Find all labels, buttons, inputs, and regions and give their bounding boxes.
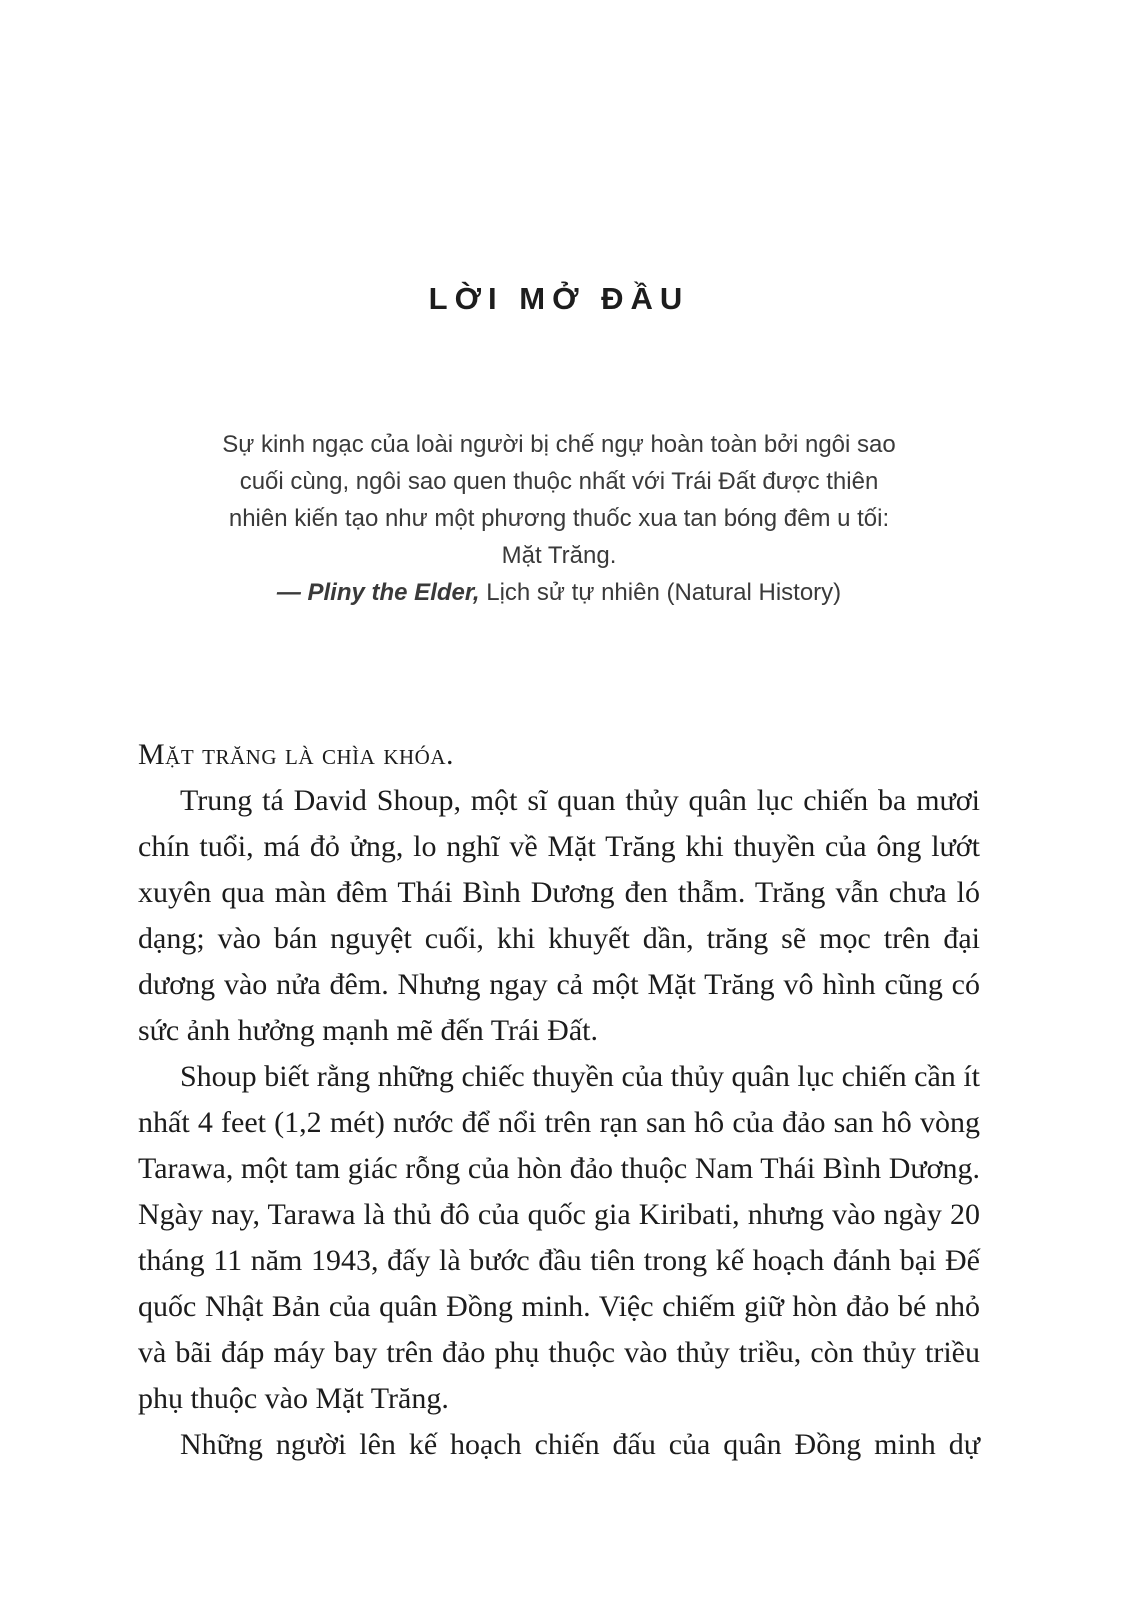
epigraph-quote-line: Sự kinh ngạc của loài người bị chế ngự hoàn toàn bởi ngôi sao bbox=[222, 431, 896, 458]
epigraph-author: — Pliny the Elder, bbox=[276, 579, 480, 606]
opening-smallcaps-phrase: Mặt trăng là chìa khóa. bbox=[138, 738, 454, 771]
epigraph-quote bbox=[138, 426, 980, 574]
epigraph-quote-line: nhiên kiến tạo như một phương thuốc xua tan bóng đêm u tối: bbox=[228, 505, 890, 532]
epigraph-attribution bbox=[138, 574, 980, 611]
epigraph-quote-line: Mặt Trăng. bbox=[501, 542, 617, 569]
paragraph: Shoup biết rằng những chiếc thuyền của thủy quân lục chiến cần ít nhất 4 feet (1,2 mét) nước để nổi trên rạn san hô của đảo san hô vòng Tarawa, một tam giác rỗng của hòn đảo thuộc Nam Thái Bình Dương. Ngày nay, Tarawa là thủ đô của quốc gia Kiribati, nhưng vào ngày 20 tháng 11 năm 1943, đấy là bước đầu tiên trong kế hoạch đánh bại Đế quốc Nhật Bản của quân Đồng minh. Việc chiếm giữ hòn đảo bé nhỏ và bãi đáp máy bay trên đảo phụ thuộc vào thủy triều, còn thủy triều phụ thuộc vào Mặt Trăng. bbox=[138, 1060, 980, 1415]
epigraph-work-title: Lịch sử tự nhiên (Natural History) bbox=[479, 579, 842, 606]
paragraph: Trung tá David Shoup, một sĩ quan thủy quân lục chiến ba mươi chín tuổi, má đỏ ửng, lo nghĩ về Mặt Trăng khi thuyền của ông lướt xuyên qua màn đêm Thái Bình Dương đen thẫm. Trăng vẫn chưa ló dạng; vào bán nguyệt cuối, khi khuyết dần, trăng sẽ mọc trên đại dương vào nửa đêm. Nhưng ngay cả một Mặt Trăng vô hình cũng có sức ảnh hưởng mạnh mẽ đến Trái Đất. bbox=[138, 784, 980, 1047]
paragraph: Những người lên kế hoạch chiến đấu của quân Đồng minh dự bbox=[180, 1428, 980, 1461]
epigraph bbox=[138, 426, 980, 611]
body-text bbox=[138, 732, 980, 1468]
epigraph-quote-line: cuối cùng, ngôi sao quen thuộc nhất với Trái Đất được thiên bbox=[239, 468, 879, 495]
chapter-title: LỜI MỞ ĐẦU bbox=[428, 281, 690, 316]
